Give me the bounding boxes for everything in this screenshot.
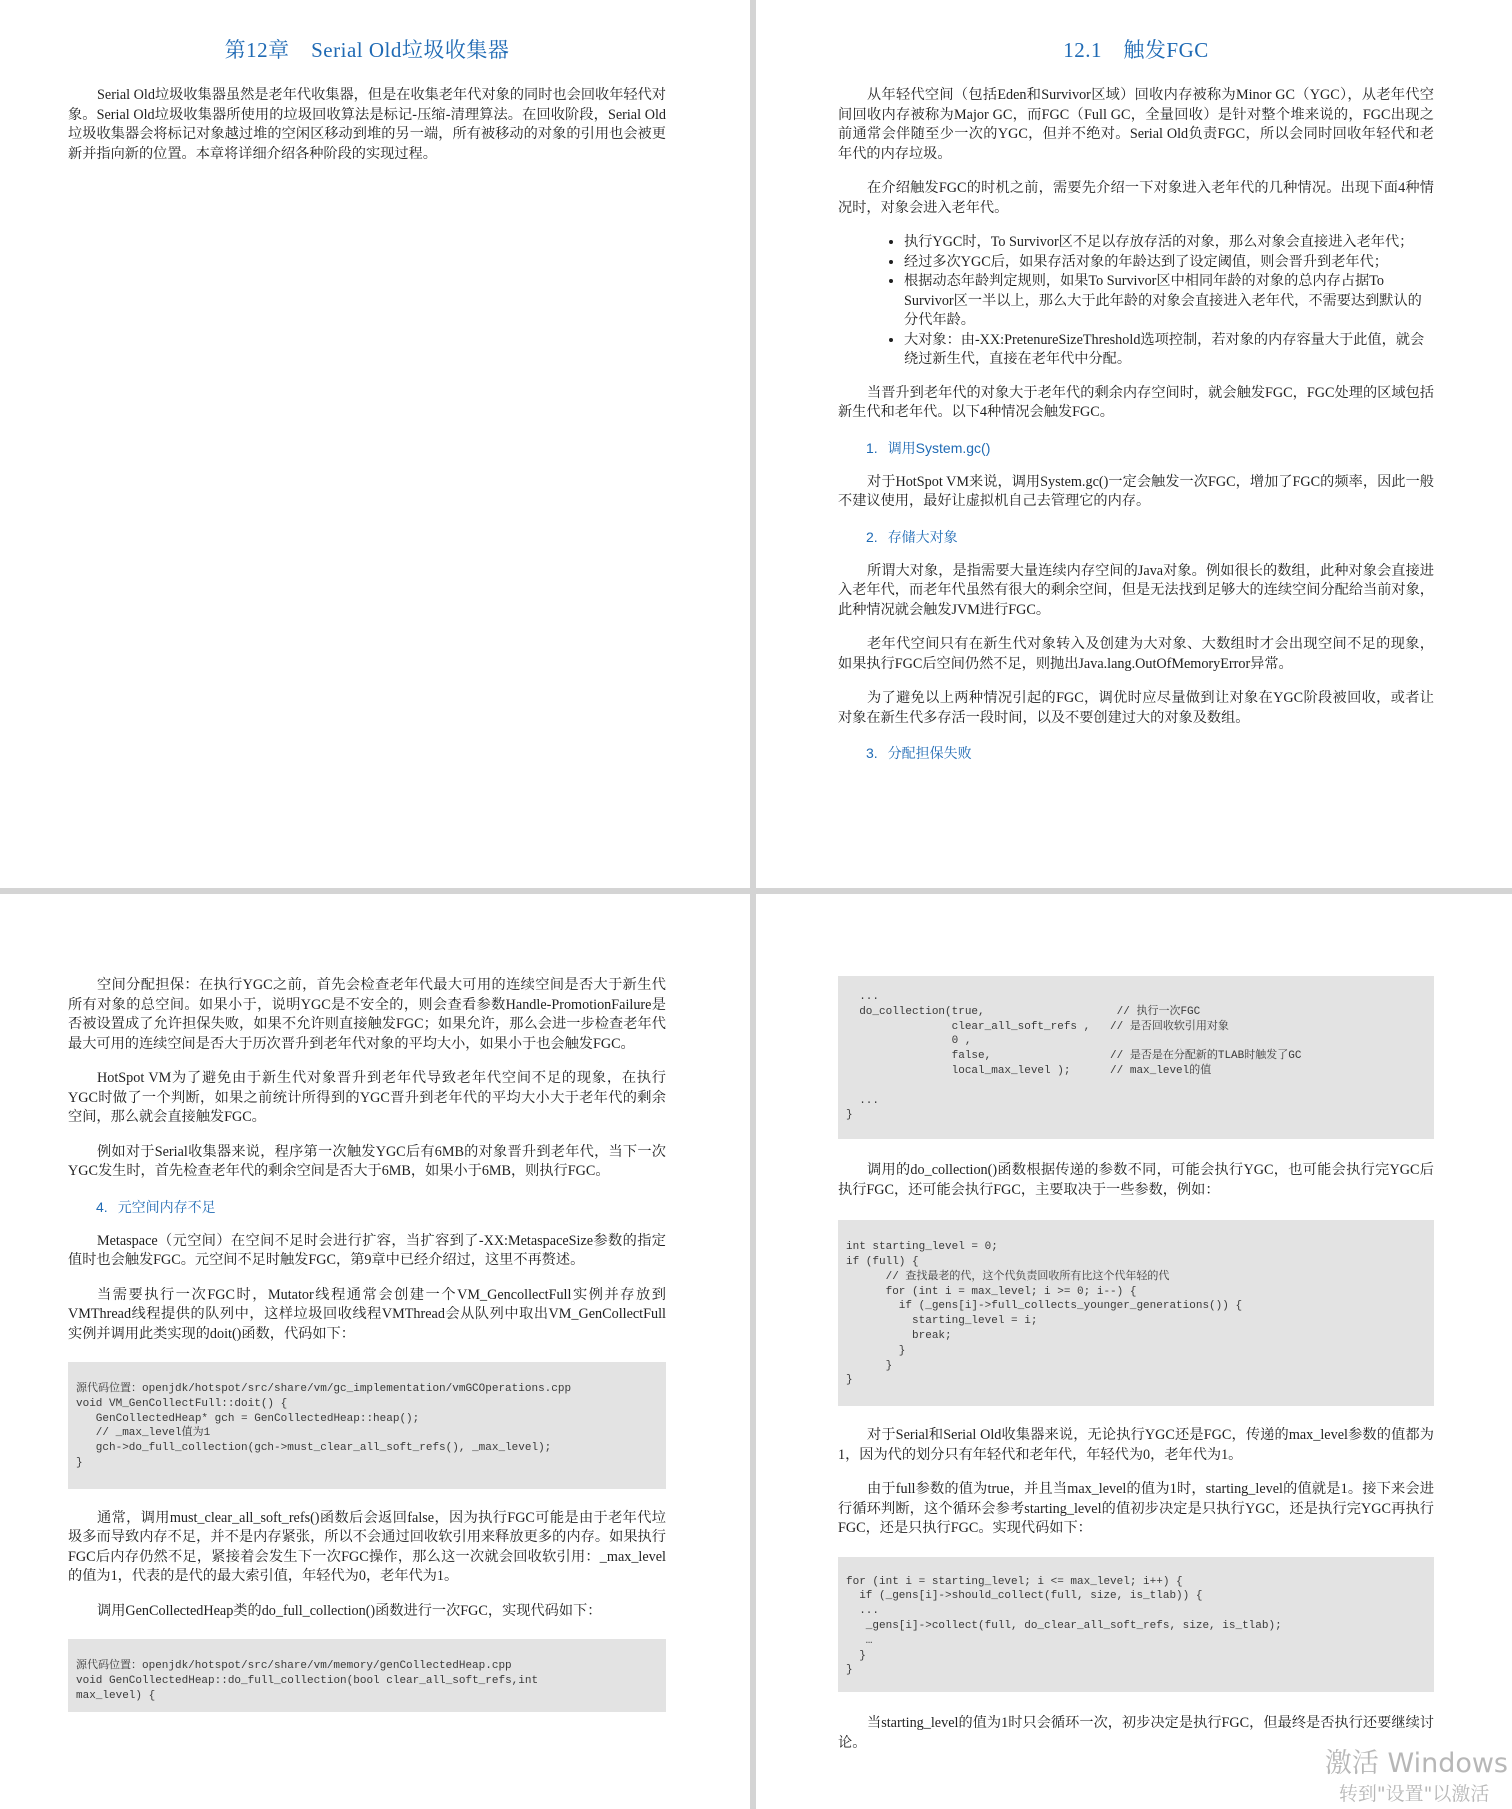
bullet-item: • 经过多次YGC后，如果存活对象的年龄达到了设定阈值，则会晋升到老年代； [904,253,1434,273]
bullet-item: • 执行YGC时，To Survivor区不足以存放存活的对象，那么对象会直接进入老年代； [904,233,1434,253]
page-chapter-12-intro [0,0,750,888]
paragraph: 空间分配担保：在执行YGC之前，首先会检查老年代最大可用的连续空间是否大于新生代所有对象的总空间。如果小于，说明YGC是不安全的，则会查看参数Handle-PromotionFailure是否被设置成了允许担保失败，如果不允许则直接触发FGC；如果允许，那么会进一步检查老年代最大可用的连续空间是否大于历次晋升到老年代对象的平均大小，如果小于也会触发FGC。 [68,977,666,1052]
paragraph: 当starting_level的值为1时只会循环一次，初步决定是执行FGC，但最终是否执行还要继续讨论。 [838,1715,1434,1751]
paragraph: 对于HotSpot VM来说，调用System.gc()一定会触发一次FGC，增加了FGC的频率，因此一般不建议使用，最好让虚拟机自己去管理它的内存。 [838,473,1434,509]
subheading-text: 元空间内存不足 [117,1198,216,1215]
page-fgc-conditions [0,894,750,1809]
paragraph: 由于full参数的值为true，并且当max_level的值为1时，starting_level的值就是1。接下来会进行循环判断，这个循环会参考starting_level的值初步决定是只执行YGC，还是执行完YGC再执行FGC，还是只执行FGC。实现代码如下： [838,1481,1434,1537]
subheading-text: 调用System.gc() [887,439,991,456]
paragraph: 在介绍触发FGC的时机之前，需要先介绍一下对象进入老年代的几种情况。出现下面4种情况时，对象会进入老年代。 [838,180,1434,216]
paragraph: 从年轻代空间（包括Eden和Survivor区域）回收内存被称为Minor GC（YGC），从老年代空间回收内存被称为Major GC，而FGC（Full GC，全量回收）是针对整个堆来说的，FGC出现之前通常会伴随至少一次的YGC，但并不绝对。Serial Old负责FGC，所以会同时回收年轻代和老年代的内存垃圾。 [838,87,1434,162]
watermark-line-1: 激活 Windows [1324,1748,1508,1779]
bullet-list [838,233,1434,370]
code-block: 源代码位置：openjdk/hotspot/src/share/vm/memory/genCollectedHeap.cpp void GenCollectedHeap::do_full_collection(bool clear_all_soft_refs,int max_level) { [68,1639,666,1711]
bullet-item: • 大对象：由-XX:PretenureSizeThreshold选项控制，若对象的内存容量大于此值，就会绕过新生代，直接在老年代中分配。 [904,331,1434,370]
code-block: ... do_collection(true, // 执行一次FGC clear_all_soft_refs , // 是否回收软引用对象 0 , false, // 是否是在分配新的TLAB时触发了GC local_max_level ); // max_level的值 ... } [838,976,1434,1139]
paragraph: 老年代空间只有在新生代对象转入及创建为大对象、大数组时才会出现空间不足的现象，如果执行FGC后空间仍然不足，则抛出Java.lang.OutOfMemoryError异常。 [838,636,1434,672]
subheading-number: 4. [96,1198,108,1215]
paragraph: 例如对于Serial收集器来说，程序第一次触发YGC后有6MB的对象晋升到老年代，当下一次YGC发生时，首先检查老年代的剩余空间是否大于6MB，如果小于6MB，则执行FGC。 [68,1143,666,1179]
code-block: for (int i = starting_level; i <= max_level; i++) { if (_gens[i]->should_collect(full, size, is_tlab)) { ... _gens[i]->collect(full, do_clear_all_soft_refs, size, is_tlab); … } } [838,1557,1434,1693]
paragraph: 调用GenCollectedHeap类的do_full_collection()函数进行一次FGC，实现代码如下： [97,1602,602,1619]
subheading-large-objects [866,527,1434,547]
subheading-text: 存储大对象 [887,528,958,545]
code-block: int starting_level = 0; if (full) { // 查找最老的代，这个代负责回收所有比这个代年轻的代 for (int i = max_level; i >= 0; i--) { if (_gens[i]->full_collects_younger_generations()) { starting_level = i; break; } } } [838,1220,1434,1406]
watermark-line-2: 转到"设置"以激活 [1338,1783,1490,1805]
windows-activation-watermark [1325,1747,1508,1807]
intro-paragraph: Serial Old垃圾收集器虽然是老年代收集器，但是在收集老年代对象的同时也会回收年轻代对象。Serial Old垃圾收集器所使用的垃圾回收算法是标记-压缩-清理算法。在回收阶段，Serial Old垃圾收集器会将标记对象越过堆的空闲区移动到堆的另一端，所有被移动的对象的引用也会被更新并指向新的位置。本章将详细介绍各种阶段的实现过程。 [68,87,666,162]
code-block: 源代码位置：openjdk/hotspot/src/share/vm/gc_implementation/vmGCOperations.cpp void VM_GenCollectFull::doit() { GenCollectedHeap* gch = GenCollectedHeap::heap(); // _max_level值为1 gch->do_full_collection(gch->must_clear_all_soft_refs(), _max_level); } [68,1362,666,1489]
subheading-system-gc [866,438,1434,458]
paragraph: 对于Serial和Serial Old收集器来说，无论执行YGC还是FGC，传递的max_level参数的值都为1，因为代的划分只有年轻代和老年代，年轻代为0，老年代为1。 [838,1427,1434,1463]
section-title: 12.1 触发FGC [1063,38,1209,62]
subheading-number: 2. [866,528,878,545]
paragraph: 通常，调用must_clear_all_soft_refs()函数后会返回false，因为执行FGC可能是由于老年代垃圾多而导致内存不足，并不是内存紧张，所以不会通过回收软引用来释放更多的内存。如果执行FGC后内存仍然不足，紧接着会发生下一次FGC操作，那么这一次就会回收软引用：_max_level的值为1，代表的是代的最大索引值，年轻代为0，老年代为1。 [68,1509,666,1585]
paragraph: 为了避免以上两种情况引起的FGC，调优时应尽量做到让对象在YGC阶段被回收，或者让对象在新生代多存活一段时间，以及不要创建过大的对象及数组。 [838,690,1434,726]
chapter-title: 第12章 Serial Old垃圾收集器 [224,38,510,62]
page-do-collection [756,894,1512,1809]
subheading-text: 分配担保失败 [887,745,972,761]
paragraph: 所谓大对象，是指需要大量连续内存空间的Java对象。例如很长的数组，此种对象会直接进入老年代，而老年代虽然有很大的剩余空间，但是无法找到足够大的连续空间分配给当前对象，此种情况就会触发JVM进行FGC。 [838,562,1434,618]
subheading-promotion-failure [866,743,1434,763]
subheading-metaspace [96,1197,666,1217]
paragraph: 当晋升到老年代的对象大于老年代的剩余内存空间时，就会触发FGC，FGC处理的区域包括新生代和老年代。以下4种情况会触发FGC。 [838,384,1434,420]
paragraph: 当需要执行一次FGC时，Mutator线程通常会创建一个VM_GencollectFull实例并存放到VMThread线程提供的队列中，这样垃圾回收线程VMThread会从队列中取出VM_GenCollectFull实例并调用此类实现的doit()函数，代码如下： [68,1286,666,1342]
subheading-number: 1. [866,439,878,456]
page-section-12-1 [756,0,1512,888]
bullet-item: • 根据动态年龄判定规则，如果To Survivor区中相同年龄的对象的总内存占据To Survivor区一半以上，那么大于此年龄的对象会直接进入老年代，不需要达到默认的分代年龄。 [904,272,1434,331]
paragraph: 调用的do_collection()函数根据传递的参数不同，可能会执行YGC，也可能会执行完YGC后执行FGC，还可能会执行FGC，主要取决于一些参数，例如： [838,1162,1434,1198]
paragraph: HotSpot VM为了避免由于新生代对象晋升到老年代导致老年代空间不足的现象，在执行YGC时做了一个判断，如果之前统计所得到的YGC晋升到老年代的平均大小大于老年代的剩余空间，那么就会直接触发FGC。 [68,1070,666,1125]
paragraph: Metaspace（元空间）在空间不足时会进行扩容，当扩容到了-XX:MetaspaceSize参数的指定值时也会触发FGC。元空间不足时触发FGC，第9章中已经介绍过，这里不再赘述。 [68,1232,666,1268]
subheading-number: 3. [866,745,878,761]
